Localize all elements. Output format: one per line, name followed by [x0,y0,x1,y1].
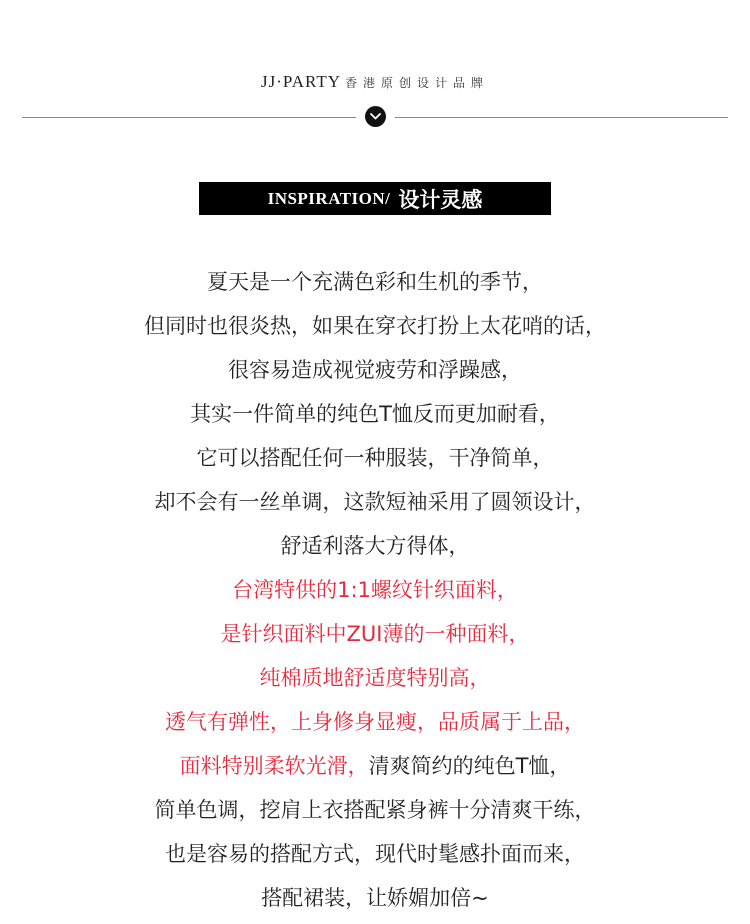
text-segment: 很容易造成视觉疲劳和浮躁感， [228,358,522,382]
text-segment: 搭配裙装，让娇媚加倍~ [261,886,489,910]
inspiration-body-text [0,260,750,920]
body-line [0,392,750,436]
body-line [0,304,750,348]
text-segment: 也是容易的搭配方式，现代时髦感扑面而来， [165,842,585,866]
body-line [0,656,750,700]
divider-right [395,117,728,118]
body-line [0,568,750,612]
section-title-zh: 设计灵感 [398,187,483,212]
body-line [0,524,750,568]
body-line [0,700,750,744]
text-segment: 却不会有一丝单调，这款短袖采用了圆领设计， [154,490,596,514]
chevron-down-icon [365,106,386,127]
body-line [0,480,750,524]
brand-tagline: 香港原创设计品牌 [345,76,490,90]
body-line [0,876,750,920]
body-line [0,612,750,656]
text-segment: 它可以搭配任何一种服装，干净简单， [196,446,554,470]
body-line [0,744,750,788]
highlighted-text-segment: 透气有弹性，上身修身显瘦，品质属于上品， [165,710,585,734]
body-line [0,260,750,304]
highlighted-text-segment: 是针织面料中ZUI薄的一种面料， [220,622,530,646]
brand-name: JJ·PARTY [260,72,342,91]
divider-left [22,117,356,118]
body-line [0,832,750,876]
highlighted-text-segment: 台湾特供的1:1螺纹针织面料， [232,578,518,602]
body-line [0,788,750,832]
text-segment: 其实一件简单的纯色T恤反而更加耐看， [190,402,560,426]
text-segment: 但同时也很炎热，如果在穿衣打扮上太花哨的话， [144,314,606,338]
text-segment: 舒适利落大方得体， [280,534,470,558]
brand-header [0,72,750,92]
highlighted-text-segment: 纯棉质地舒适度特别高， [259,666,491,690]
text-segment: 清爽简约的纯色T恤， [368,754,571,778]
section-title-bar [199,182,551,215]
highlighted-text-segment: 面料特别柔软光滑， [179,754,369,778]
text-segment: 夏天是一个充满色彩和生机的季节， [207,270,543,294]
chevron-down-glyph [370,113,381,120]
body-line [0,348,750,392]
body-line [0,436,750,480]
text-segment: 简单色调，挖肩上衣搭配紧身裤十分清爽干练， [154,798,596,822]
section-title-en: INSPIRATION/ [267,188,391,208]
